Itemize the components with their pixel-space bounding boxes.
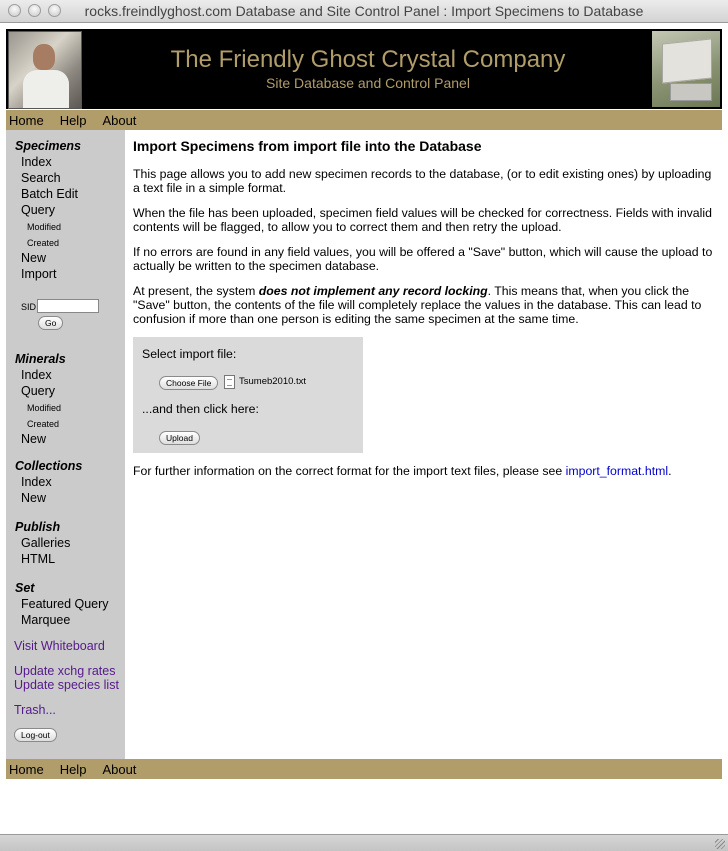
footer-about-link[interactable]: About: [102, 761, 137, 777]
sidebar-collections-new[interactable]: New: [21, 491, 47, 505]
validation-paragraph: When the file has been uploaded, specimen field values will be checked for correctness. Fields with invalid contents will be flagged, to allow you to correct them and then retry the upload.: [133, 206, 712, 234]
upload-button[interactable]: Upload: [159, 431, 200, 445]
nav-help-link[interactable]: Help: [59, 112, 87, 128]
sid-label: SID: [21, 302, 37, 312]
sidebar-heading-specimens: Specimens: [15, 139, 82, 153]
sidebar-specimens-query[interactable]: Query: [21, 203, 56, 217]
page-title: Import Specimens from import file into the Database: [133, 138, 482, 154]
update-species-list-link[interactable]: Update species list: [14, 678, 119, 692]
sidebar-heading-publish: Publish: [15, 520, 61, 534]
sidebar-specimens-new[interactable]: New: [21, 251, 47, 265]
sidebar-publish-html[interactable]: HTML: [21, 552, 56, 566]
sidebar-specimens-index[interactable]: Index: [21, 155, 52, 169]
sidebar-minerals-index[interactable]: Index: [21, 368, 52, 382]
window-title: rocks.freindlyghost.com Database and Site Control Panel : Import Specimens to Database: [84, 3, 644, 19]
window-title-bar: [0, 0, 728, 23]
sid-go-button[interactable]: Go: [38, 316, 63, 330]
sidebar-collections-index[interactable]: Index: [21, 475, 52, 489]
sidebar-heading-set: Set: [15, 581, 35, 595]
sidebar-minerals-created[interactable]: Created: [27, 419, 60, 429]
select-file-label: Select import file:: [142, 347, 237, 361]
window-status-bar: [0, 834, 728, 851]
sidebar-specimens-created[interactable]: Created: [27, 238, 60, 248]
format-info-text: [133, 464, 672, 478]
document-icon: [224, 375, 235, 389]
bottom-nav-bar: [6, 759, 722, 779]
save-paragraph: If no errors are found in any field values, you will be offered a "Save" button, which will cause the upload to actually be written to the specimen database.: [133, 245, 713, 273]
nav-about-link[interactable]: About: [102, 112, 137, 128]
sidebar-specimens-modified[interactable]: Modified: [27, 222, 62, 232]
locking-warning-paragraph: [133, 284, 718, 326]
footer-help-link[interactable]: Help: [59, 761, 87, 777]
sidebar-specimens-search[interactable]: Search: [21, 171, 61, 185]
sid-input[interactable]: [37, 299, 99, 313]
trash-link[interactable]: Trash...: [14, 703, 56, 717]
locking-emphasis: does not implement any record locking: [258, 284, 488, 298]
sidebar: [6, 130, 125, 759]
site-subtitle: Site Database and Control Panel: [266, 75, 470, 91]
format-info-prefix: For further information on the correct format for the import text files, please see: [133, 464, 566, 478]
visit-whiteboard-link[interactable]: Visit Whiteboard: [14, 639, 105, 653]
resize-grip-icon[interactable]: [715, 839, 725, 849]
format-info-suffix: .: [668, 464, 672, 478]
sidebar-minerals-modified[interactable]: Modified: [27, 403, 62, 413]
then-click-label: ...and then click here:: [142, 402, 259, 416]
sidebar-minerals-new[interactable]: New: [21, 432, 47, 446]
import-form: [133, 337, 363, 453]
banner-photo-gravestone: [652, 31, 720, 107]
logout-button[interactable]: Log-out: [14, 728, 57, 742]
sidebar-publish-galleries[interactable]: Galleries: [21, 536, 71, 550]
update-xchg-rates-link[interactable]: Update xchg rates: [14, 664, 116, 678]
sidebar-heading-minerals: Minerals: [15, 352, 66, 366]
sidebar-specimens-batch-edit[interactable]: Batch Edit: [21, 187, 78, 201]
nav-home-link[interactable]: Home: [9, 112, 44, 128]
sidebar-set-featured-query[interactable]: Featured Query: [21, 597, 109, 611]
banner-photo-portrait: [8, 31, 82, 109]
locking-text-start: At present, the system: [133, 284, 259, 298]
footer-home-link[interactable]: Home: [9, 761, 44, 777]
selected-file-name: Tsumeb2010.txt: [239, 376, 307, 387]
locking-text-end: . This means that, when you click the "Save" button, the contents of the file will completely replace the values in the database. This can lead to confusion if more than one person is editing the same specimen at the same time.: [133, 284, 702, 326]
sidebar-specimens-import[interactable]: Import: [21, 267, 57, 281]
sidebar-set-marquee[interactable]: Marquee: [21, 613, 71, 627]
sidebar-minerals-query[interactable]: Query: [21, 384, 56, 398]
choose-file-button[interactable]: Choose File: [159, 376, 218, 390]
sidebar-heading-collections: Collections: [15, 459, 83, 473]
intro-paragraph: This page allows you to add new specimen records to the database, (or to edit existing ones) by uploading a text file in a simple format.: [133, 167, 712, 195]
site-title: The Friendly Ghost Crystal Company: [170, 46, 566, 73]
site-banner: [6, 29, 722, 109]
top-nav-bar: [6, 110, 722, 130]
import-format-link[interactable]: import_format.html: [565, 464, 669, 478]
